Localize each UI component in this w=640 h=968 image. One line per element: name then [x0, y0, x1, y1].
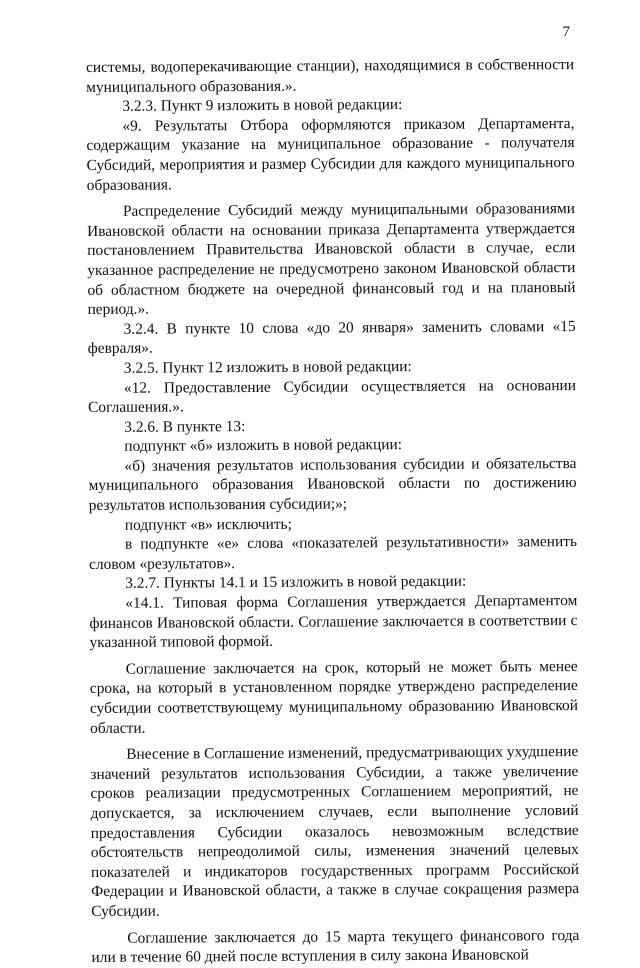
paragraph: 3.2.3. Пункт 9 изложить в новой редакции: [122, 96, 403, 115]
paragraph: «12. Предоставление Субсидии осуществляется на основании Соглашения.». [88, 376, 577, 417]
paragraph: 3.2.6. В пункте 13: [124, 417, 246, 436]
paragraph: «9. Результаты Отбора оформляются приказом Департамента, содержащим указание на муниципальное образование - получателя Субсидий, мероприятия и размер Субсидии для каждого муниципального образования. [86, 114, 575, 194]
paragraph: 3.2.7. Пункты 14.1 и 15 изложить в новой редакции: [125, 573, 467, 593]
paragraph: 3.2.4. В пункте 10 слова «до 20 января» заменить словами «15 февраля». [87, 317, 576, 358]
paragraph: Соглашение заключается на срок, который не может быть менее срока, на который в установленном порядке утверждено распределение субсидии соответствующему муниципальному образованию Ивановской области. [89, 657, 579, 737]
paragraph: в подпункте «е» слова «показателей результативности» заменить словом «результатов». [89, 533, 578, 573]
paragraph: «14.1. Типовая форма Соглашения утверждается Департаментом финансов Ивановской области. Соглашение заключается в соответствии с указанной типовой формой. [89, 592, 578, 652]
document-body [86, 55, 580, 968]
paragraph: Распределение Субсидий между муниципальными образованиями Ивановской области на основании приказа Департамента утверждается постановлением Правительства Ивановской области в случае, если указанное распределение не предусмотрено законом Ивановской области об областном бюджете на очередной финансовый год и на плановый период.». [87, 200, 576, 319]
paragraph: 3.2.5. Пункт 12 изложить в новой редакции: [123, 357, 412, 377]
paragraph: подпункт «б» изложить в новой редакции: [124, 436, 403, 456]
paragraph: Соглашение заключается до 15 марта текущего финансового года или в течение 60 дней после вступления в силу закона Ивановской [91, 926, 580, 967]
paragraph: «б) значения результатов использования субсидии и обязательства муниципального образования Ивановской области по достижению результатов использования субсидии;»; [88, 454, 577, 515]
paragraph: Внесение в Соглашение изменений, предусматривающих ухудшение значений результатов использования Субсидии, а также увеличение сроков реализации предусмотренных Соглашением мероприятий, не допускается, за исключением случаев, если выполнение условий предоставления Субсидии оказалось невозможным вследствие обстоятельств непреодолимой силы, изменения значений целевых показателей и индикаторов государственных программ Российской Федерации и Ивановской области, а также в случае сокращения размера Субсидии. [90, 743, 580, 920]
page-number: 7 [562, 24, 570, 40]
paragraph: системы, водоперекачивающие станции), находящимися в собственности муниципального образования.». [86, 56, 575, 96]
paragraph: подпункт «в» исключить; [124, 515, 292, 534]
